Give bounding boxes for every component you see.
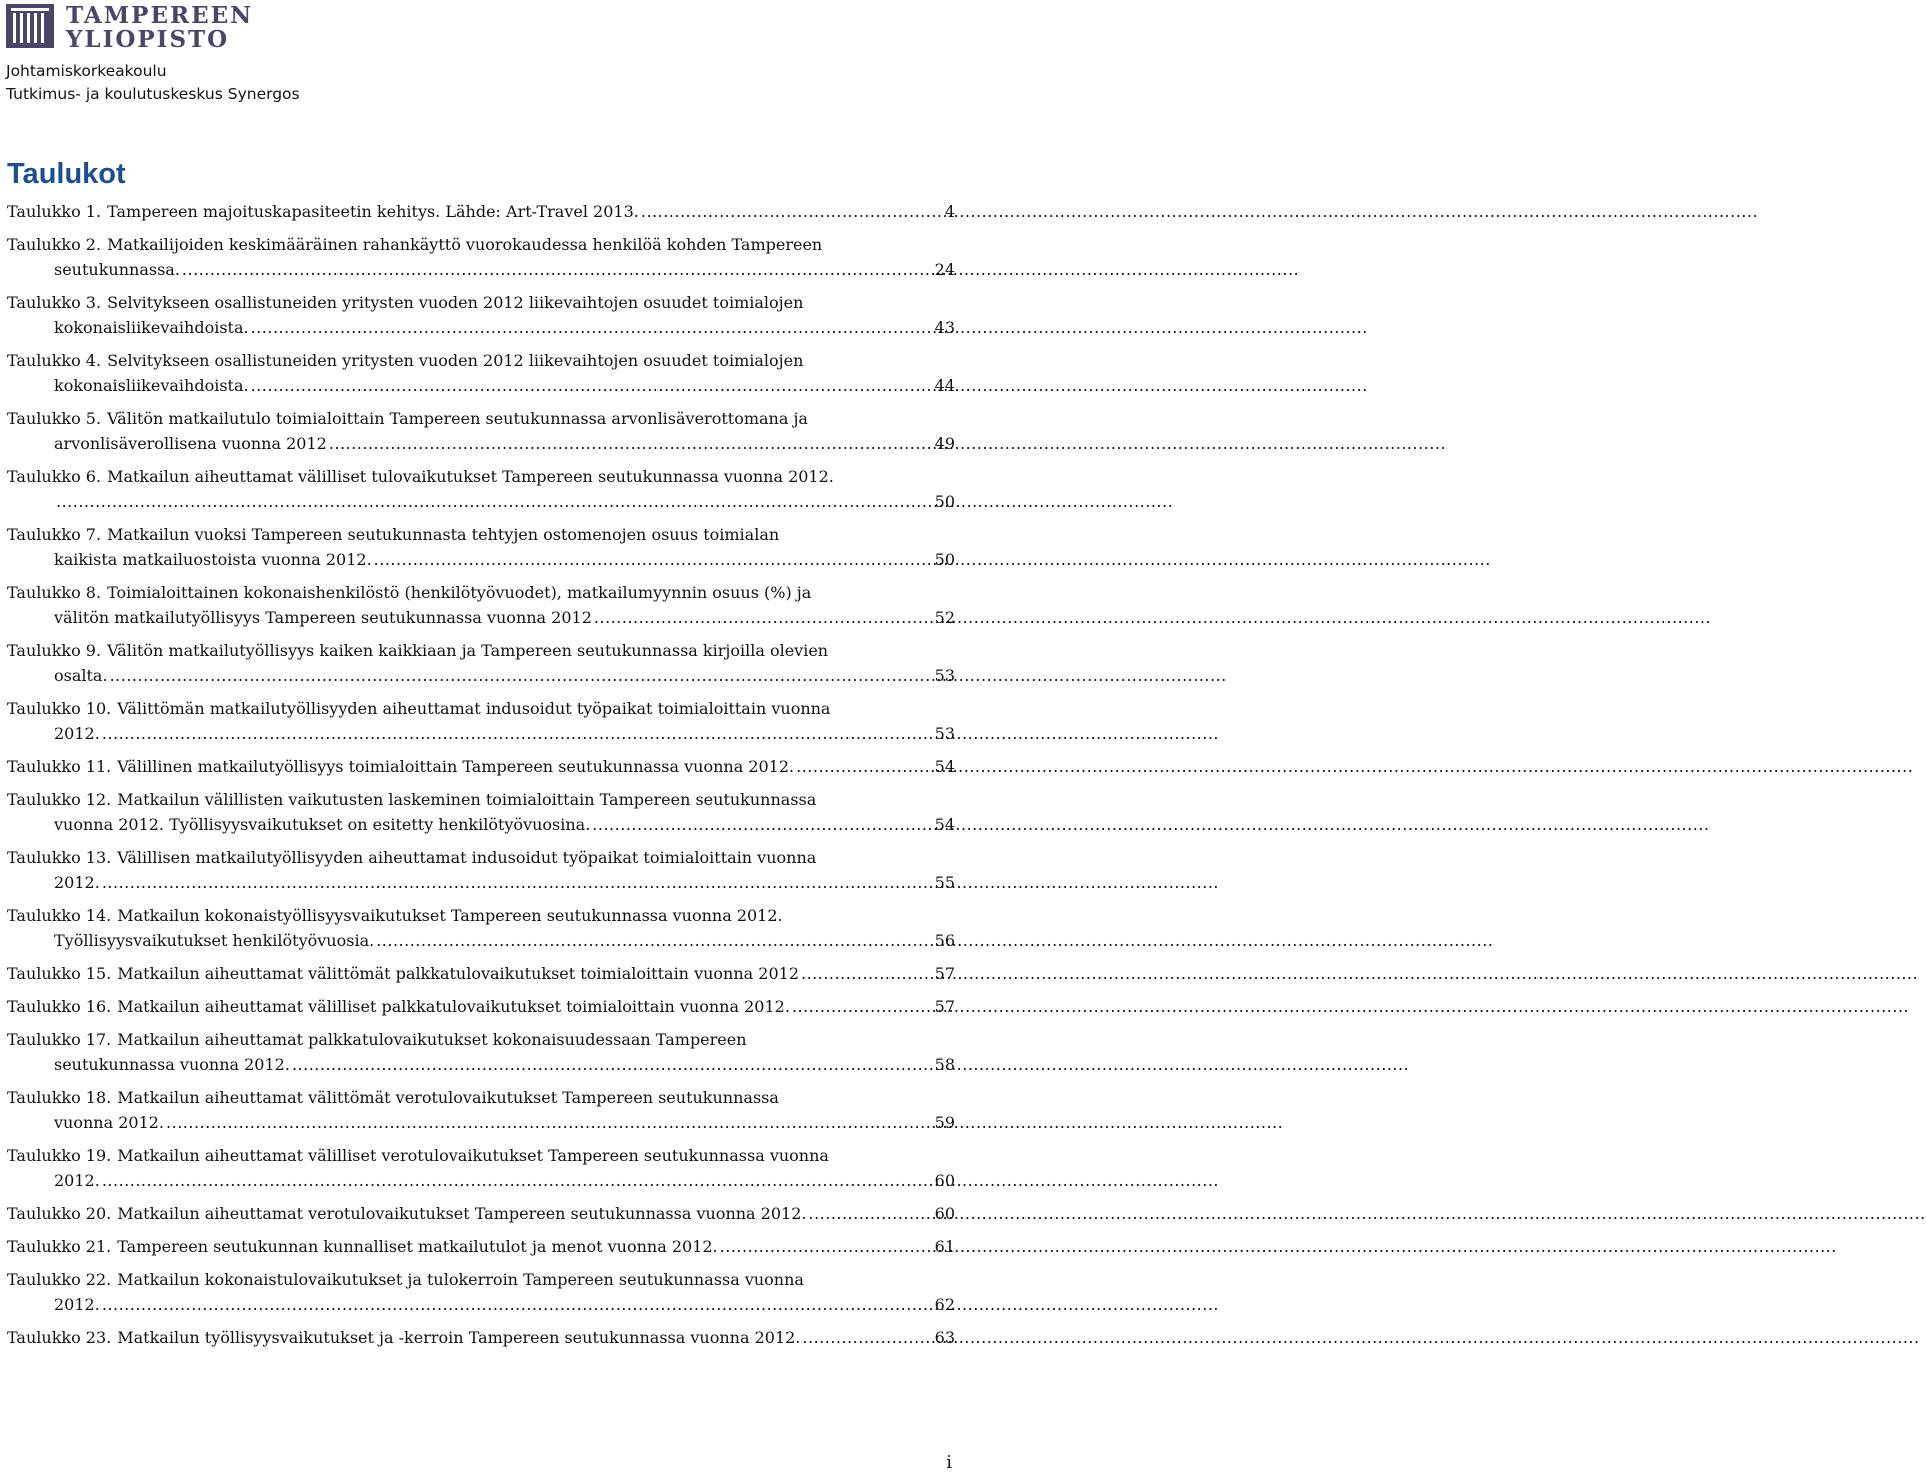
- entry-page: 61: [934, 1237, 955, 1256]
- entry-page: 59: [934, 1113, 955, 1132]
- entry-title: Välitön matkailutyöllisyys kaiken kaikkiaan ja Tampereen seutukunnassa kirjoilla olevien: [107, 641, 829, 660]
- toc-entry[interactable]: [7, 754, 955, 779]
- entry-title-continued: Työllisyysvaikutukset henkilötyövuosia.: [54, 931, 375, 950]
- entry-last-line: [7, 663, 955, 688]
- entry-page: 63: [934, 1328, 955, 1347]
- dot-leader: [251, 315, 933, 340]
- dot-leader: [292, 1052, 933, 1077]
- toc-entry[interactable]: [7, 638, 955, 688]
- entry-number: Taulukko 15.: [7, 964, 112, 983]
- entry-first-line: [7, 903, 955, 928]
- entry-number: Taulukko 20.: [7, 1204, 112, 1223]
- dot-leader: [182, 257, 933, 282]
- entry-last-line: [7, 431, 955, 456]
- entry-title-continued: vuonna 2012.: [54, 1113, 165, 1132]
- toc-entry[interactable]: [7, 1085, 955, 1135]
- entry-last-line: [7, 1168, 955, 1193]
- entry-last-line: [7, 489, 955, 514]
- entry-last-line: [7, 257, 955, 282]
- dot-leader: [808, 1201, 932, 1226]
- dot-leader: [110, 663, 933, 688]
- entry-page: 60: [934, 1171, 955, 1190]
- entry-page: 54: [934, 815, 955, 834]
- entry-number: Taulukko 3.: [7, 293, 102, 312]
- entry-number: Taulukko 12.: [7, 790, 112, 809]
- entry-first-line: [7, 787, 955, 812]
- dot-leader: [801, 961, 933, 986]
- dot-leader: [374, 547, 933, 572]
- entry-title: Välittömän matkailutyöllisyyden aiheuttamat indusoidut työpaikat toimialoittain vuonna: [117, 699, 831, 718]
- entry-page: 60: [934, 1204, 955, 1223]
- entry-number: Taulukko 1.: [7, 202, 102, 221]
- entry-title-continued: osalta.: [54, 666, 108, 685]
- entry-last-line: [7, 1052, 955, 1077]
- dot-leader: [102, 721, 933, 746]
- entry-number: Taulukko 10.: [7, 699, 112, 718]
- entry-page: 43: [934, 318, 955, 337]
- toc-entry[interactable]: [7, 1027, 955, 1077]
- entry-title-continued: kokonaisliikevaihdoista.: [54, 318, 249, 337]
- dot-leader: [796, 754, 933, 779]
- dot-leader: [56, 489, 933, 514]
- entry-page: 58: [934, 1055, 955, 1074]
- entry-title: Matkailun työllisyysvaikutukset ja -kerroin Tampereen seutukunnassa vuonna 2012.: [117, 1328, 801, 1347]
- entry-first-line: [7, 348, 955, 373]
- entry-title: Toimialoittainen kokonaishenkilöstö (henkilötyövuodet), matkailumyynnin osuus (%) ja: [107, 583, 812, 602]
- dot-leader: [102, 870, 933, 895]
- entry-number: Taulukko 9.: [7, 641, 102, 660]
- entry-title: Välillisen matkailutyöllisyyden aiheuttamat indusoidut työpaikat toimialoittain vuonna: [117, 848, 817, 867]
- entry-number: Taulukko 22.: [7, 1270, 112, 1289]
- entry-title-continued: välitön matkailutyöllisyys Tampereen seutukunnassa vuonna 2012: [54, 608, 592, 627]
- entry-page: 50: [934, 550, 955, 569]
- entry-page: 57: [934, 997, 955, 1016]
- entry-title: Matkailun kokonaistyöllisyysvaikutukset Tampereen seutukunnassa vuonna 2012.: [117, 906, 783, 925]
- entry-number: Taulukko 17.: [7, 1030, 112, 1049]
- entry-last-line: [7, 870, 955, 895]
- entry-title: Matkailijoiden keskimääräinen rahankäyttö vuorokaudessa henkilöä kohden Tampereen: [107, 235, 823, 254]
- entry-first-line: [7, 1085, 955, 1110]
- entry-first-line: [7, 290, 955, 315]
- entry-page: 54: [934, 757, 955, 776]
- entry-title: Tampereen seutukunnan kunnalliset matkailutulot ja menot vuonna 2012.: [117, 1237, 718, 1256]
- entry-title: Matkailun kokonaistulovaikutukset ja tulokerroin Tampereen seutukunnassa vuonna: [117, 1270, 804, 1289]
- entry-last-line: [7, 721, 955, 746]
- entry-first-line: [7, 845, 955, 870]
- entry-title: Välillinen matkailutyöllisyys toimialoittain Tampereen seutukunnassa vuonna 2012.: [117, 757, 795, 776]
- entry-title: Matkailun välillisten vaikutusten laskeminen toimialoittain Tampereen seutukunnassa: [117, 790, 817, 809]
- section-title: Taulukot: [7, 158, 126, 190]
- entry-title: Matkailun aiheuttamat verotulovaikutukset Tampereen seutukunnassa vuonna 2012.: [117, 1204, 807, 1223]
- entry-number: Taulukko 8.: [7, 583, 102, 602]
- toc-entry[interactable]: [7, 994, 955, 1019]
- entry-title: Matkailun vuoksi Tampereen seutukunnasta tehtyjen ostomenojen osuus toimialan: [107, 525, 780, 544]
- toc-entry[interactable]: [7, 522, 955, 572]
- toc-entry[interactable]: [7, 199, 955, 224]
- entry-page: 53: [934, 724, 955, 743]
- entry-title-continued: vuonna 2012. Työllisyysvaikutukset on esitetty henkilötyövuosina.: [54, 815, 591, 834]
- entry-title: Matkailun aiheuttamat välilliset tulovaikutukset Tampereen seutukunnassa vuonna 2012.: [107, 467, 834, 486]
- entry-first-line: [7, 580, 955, 605]
- entry-page: 44: [934, 376, 955, 395]
- entry-title-continued: seutukunnassa.: [54, 260, 180, 279]
- entry-first-line: [7, 232, 955, 257]
- entry-number: Taulukko 2.: [7, 235, 102, 254]
- page-number: i: [946, 1452, 952, 1473]
- entry-first-line: [7, 638, 955, 663]
- entry-number: Taulukko 11.: [7, 757, 112, 776]
- entry-title-continued: kaikista matkailuostoista vuonna 2012.: [54, 550, 372, 569]
- dot-leader: [166, 1110, 933, 1135]
- entry-number: Taulukko 6.: [7, 467, 102, 486]
- entry-last-line: [7, 605, 955, 630]
- entry-last-line: [7, 812, 955, 837]
- dot-leader: [376, 928, 932, 953]
- entry-number: Taulukko 5.: [7, 409, 102, 428]
- dot-leader: [720, 1234, 933, 1259]
- toc-entry[interactable]: [7, 464, 955, 514]
- toc-entry[interactable]: [7, 580, 955, 630]
- entry-number: Taulukko 23.: [7, 1328, 112, 1347]
- toc-entry[interactable]: [7, 845, 955, 895]
- dot-leader: [792, 994, 933, 1019]
- entry-number: Taulukko 16.: [7, 997, 112, 1016]
- toc-entry[interactable]: [7, 406, 955, 456]
- entry-first-line: [7, 522, 955, 547]
- entry-number: Taulukko 21.: [7, 1237, 112, 1256]
- entry-first-line: [7, 1143, 955, 1168]
- entry-title: Matkailun aiheuttamat välittömät palkkatulovaikutukset toimialoittain vuonna 2012: [117, 964, 799, 983]
- entry-page: 49: [934, 434, 955, 453]
- entry-title: Selvitykseen osallistuneiden yritysten vuoden 2012 liikevaihtojen osuudet toimialojen: [107, 293, 804, 312]
- entry-title-continued: kokonaisliikevaihdoista.: [54, 376, 249, 395]
- toc-entry[interactable]: [7, 1201, 955, 1226]
- entry-title-continued: arvonlisäverollisena vuonna 2012: [54, 434, 327, 453]
- entry-number: Taulukko 14.: [7, 906, 112, 925]
- toc-entry[interactable]: [7, 1143, 955, 1193]
- center-name: Tutkimus- ja koulutuskeskus Synergos: [6, 85, 300, 103]
- entry-last-line: [7, 1110, 955, 1135]
- dot-leader: [592, 812, 932, 837]
- entry-first-line: [7, 1267, 955, 1292]
- dot-leader: [251, 373, 933, 398]
- toc-entry[interactable]: [7, 1325, 955, 1350]
- entry-first-line: [7, 406, 955, 431]
- entry-first-line: [7, 464, 955, 489]
- entry-last-line: [7, 1292, 955, 1317]
- entry-title: Matkailun aiheuttamat välilliset palkkatulovaikutukset toimialoittain vuonna 2012.: [117, 997, 790, 1016]
- entry-first-line: [7, 696, 955, 721]
- entry-first-line: [7, 1027, 955, 1052]
- entry-title: Matkailun aiheuttamat välittömät verotulovaikutukset Tampereen seutukunnassa: [117, 1088, 779, 1107]
- dot-leader: [329, 431, 933, 456]
- entry-number: Taulukko 18.: [7, 1088, 112, 1107]
- dot-leader: [802, 1325, 932, 1350]
- entry-page: 57: [934, 964, 955, 983]
- logo-line-2: YLIOPISTO: [66, 26, 230, 53]
- toc-entry[interactable]: [7, 961, 955, 986]
- entry-last-line: [7, 373, 955, 398]
- toc-entry[interactable]: [7, 1267, 955, 1317]
- logo-line-1: TAMPEREEN: [66, 2, 254, 29]
- entry-title-continued: 2012.: [54, 1171, 100, 1190]
- table-list: [7, 199, 955, 1358]
- entry-title: Matkailun aiheuttamat välilliset verotulovaikutukset Tampereen seutukunnassa vuonna: [117, 1146, 829, 1165]
- toc-entry[interactable]: [7, 290, 955, 340]
- entry-number: Taulukko 13.: [7, 848, 112, 867]
- entry-title-continued: 2012.: [54, 724, 100, 743]
- entry-number: Taulukko 19.: [7, 1146, 112, 1165]
- entry-page: 4: [944, 202, 955, 221]
- toc-entry[interactable]: [7, 232, 955, 282]
- entry-last-line: [7, 928, 955, 953]
- entry-number: Taulukko 7.: [7, 525, 102, 544]
- entry-title: Selvitykseen osallistuneiden yritysten vuoden 2012 liikevaihtojen osuudet toimialojen: [107, 351, 804, 370]
- school-name: Johtamiskorkeakoulu: [6, 62, 167, 80]
- entry-number: Taulukko 4.: [7, 351, 102, 370]
- entry-page: 56: [934, 931, 955, 950]
- dot-leader: [102, 1292, 933, 1317]
- university-logo: [6, 4, 300, 52]
- university-emblem-icon: [6, 4, 54, 48]
- entry-title-continued: seutukunnassa vuonna 2012.: [54, 1055, 290, 1074]
- entry-title-continued: 2012.: [54, 873, 100, 892]
- entry-page: 55: [934, 873, 955, 892]
- toc-entry[interactable]: [7, 696, 955, 746]
- entry-last-line: [7, 315, 955, 340]
- dot-leader: [641, 199, 943, 224]
- entry-title: Matkailun aiheuttamat palkkatulovaikutukset kokonaisuudessaan Tampereen: [117, 1030, 747, 1049]
- entry-last-line: [7, 547, 955, 572]
- entry-page: 24: [934, 260, 955, 279]
- entry-title-continued: 2012.: [54, 1295, 100, 1314]
- toc-entry[interactable]: [7, 348, 955, 398]
- entry-title: Välitön matkailutulo toimialoittain Tampereen seutukunnassa arvonlisäverottomana ja: [107, 409, 808, 428]
- dot-leader: [594, 605, 933, 630]
- document-header: [6, 4, 300, 106]
- entry-title: Tampereen majoituskapasiteetin kehitys. Lähde: Art-Travel 2013.: [107, 202, 639, 221]
- entry-page: 53: [934, 666, 955, 685]
- entry-page: 50: [934, 492, 955, 511]
- entry-page: 62: [934, 1295, 955, 1314]
- dot-leader: [102, 1168, 933, 1193]
- toc-entry[interactable]: [7, 1234, 955, 1259]
- toc-entry[interactable]: [7, 787, 955, 837]
- entry-page: 52: [934, 608, 955, 627]
- toc-entry[interactable]: [7, 903, 955, 953]
